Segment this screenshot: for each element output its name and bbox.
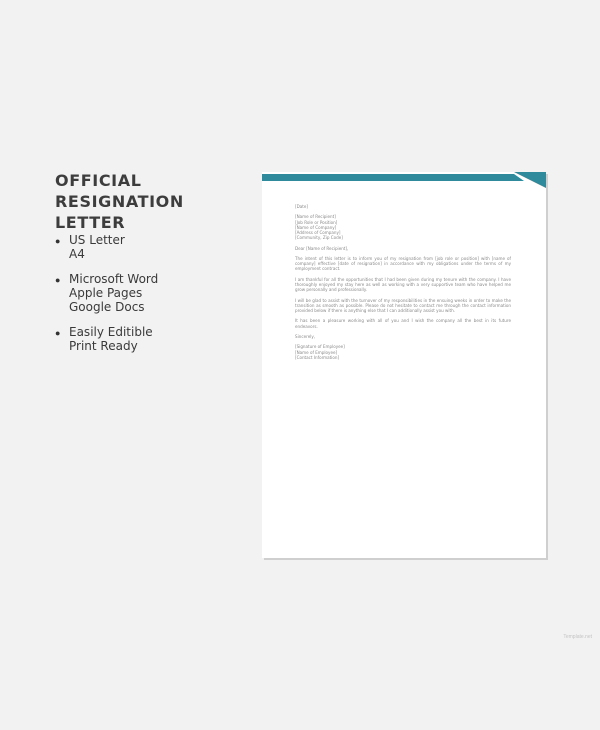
recipient-role: [Job Role or Position] bbox=[295, 219, 338, 225]
company-name: [Name of Company] bbox=[295, 224, 337, 230]
feature-group-formats bbox=[55, 272, 158, 314]
signature-line: [Signature of Employee] bbox=[295, 344, 345, 350]
watermark: Template.net bbox=[563, 634, 592, 640]
header-accent-band bbox=[262, 172, 546, 188]
letter-paragraph: I am thankful for all the opportunities that I had been given during my tenure with the company. I have thoroughly enjoyed my stay here as well as working with a very supportive team who have helped me grow personally and professionally. bbox=[295, 276, 511, 293]
feature-item: US Letter bbox=[69, 233, 125, 247]
company-city: [Community, Zip Code] bbox=[295, 235, 343, 241]
letter-date: [Date] bbox=[295, 204, 308, 209]
bullet-icon: ● bbox=[55, 236, 61, 246]
feature-item: Microsoft Word bbox=[69, 272, 159, 286]
employee-contact: [Contact Information] bbox=[295, 354, 340, 360]
feature-item: Google Docs bbox=[69, 300, 145, 314]
letter-paragraph: I will be glad to assist with the turnover of my responsibilities in the ensuing weeks in order to make the transition as smooth as possible. Please do not hesitate to contact me through the contact information provided below if there is anything else that I can additionally assist you with. bbox=[295, 297, 511, 313]
employee-name: [Name of Employee] bbox=[295, 349, 338, 355]
feature-group-properties bbox=[55, 325, 158, 353]
feature-item: Easily Editible bbox=[69, 325, 153, 339]
feature-group-paper-size bbox=[55, 233, 158, 261]
bullet-icon: ● bbox=[55, 328, 61, 338]
letter-preview bbox=[262, 172, 546, 558]
feature-item: A4 bbox=[69, 247, 85, 261]
feature-item: Apple Pages bbox=[69, 286, 143, 300]
page-title: OFFICIAL RESIGNATION LETTER bbox=[55, 171, 184, 232]
letter-paragraph: It has been a pleasure working with all of you and I wish the company all the best in its future endeavors. bbox=[295, 318, 511, 329]
feature-list bbox=[55, 233, 158, 364]
feature-item: Print Ready bbox=[69, 339, 138, 353]
letter-body bbox=[295, 204, 511, 360]
recipient-name: [Name of Recipient] bbox=[295, 214, 336, 220]
bullet-icon: ● bbox=[55, 275, 61, 285]
letter-salutation: Dear [Name of Recipient], bbox=[295, 245, 349, 251]
company-address: [Address of Company] bbox=[295, 230, 341, 235]
letter-closing: Sincerely, bbox=[295, 333, 316, 339]
letter-paragraph: The intent of this letter is to inform you of my resignation from [job role or position] with [name of company] effective [date of resignation] in accordance with my obligations under the terms of my employment contract. bbox=[295, 255, 511, 272]
